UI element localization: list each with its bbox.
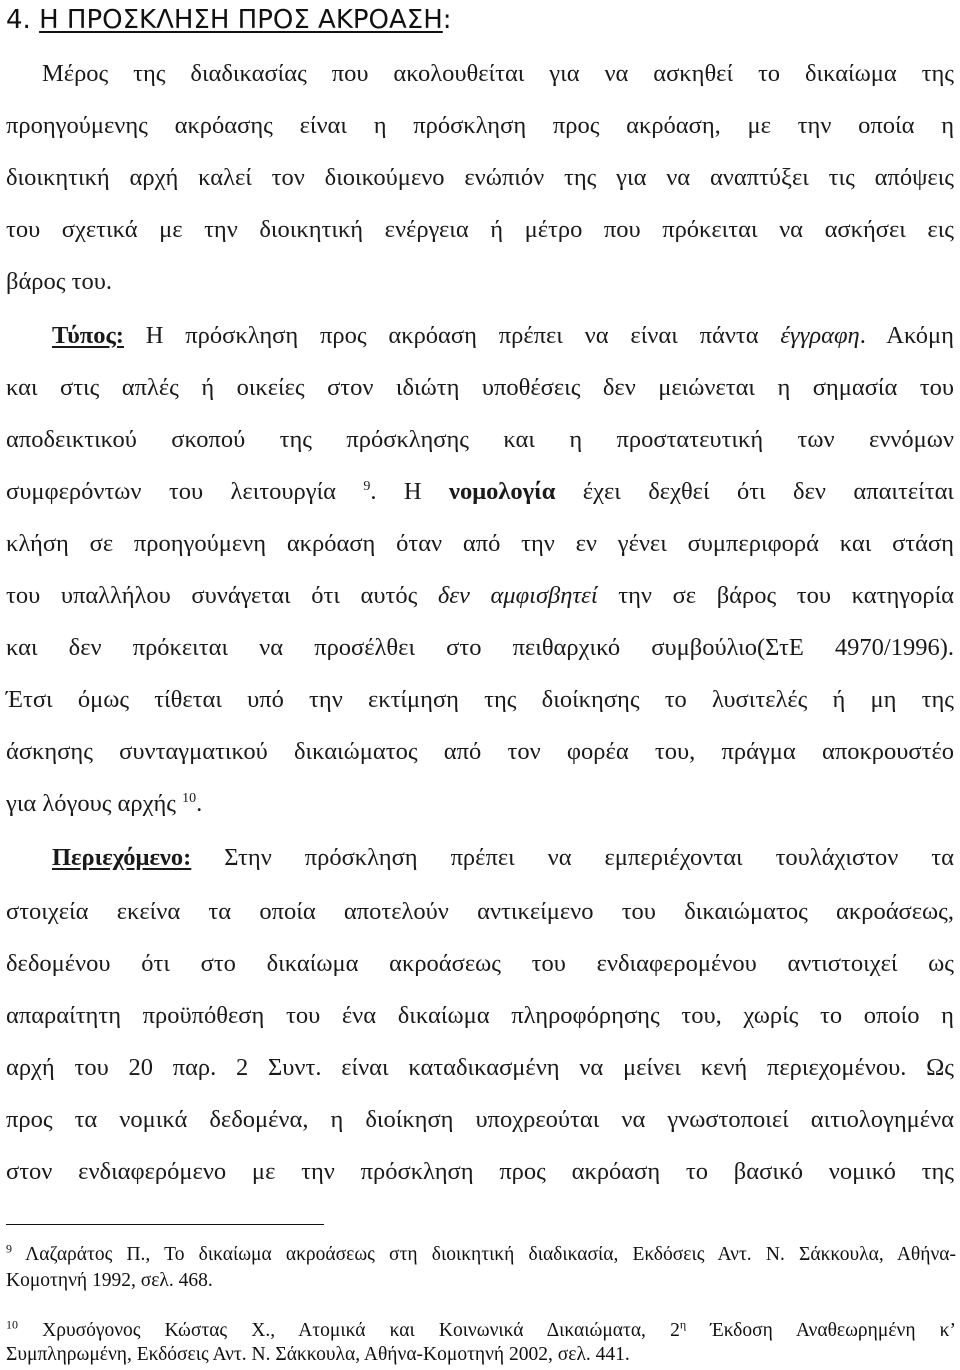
section-title: Η ΠΡΟΣΚΛΗΣΗ ΠΡΟΣ ΑΚΡΟΑΣΗ [39, 5, 443, 35]
paragraph-2-line-5: κλήση σε προηγούμενη ακρόαση όταν από την εν γένει συμπεριφορά και στάση [6, 530, 954, 557]
footnote-10-number: 10 [6, 1317, 18, 1332]
paragraph-3-line-3: δεδομένου ότι στο δικαίωμα ακροάσεως του ενδιαφερομένου αντιστοιχεί ως [6, 950, 954, 977]
text-span: έχει δεχθεί ότι δεν απαιτείται [555, 478, 954, 505]
paragraph-2-line-7: και δεν πρόκειται να προσέλθει στο πειθαρχικό συμβούλιο(ΣτΕ 4970/1996). [6, 634, 954, 661]
section-number: 4. [6, 5, 31, 35]
paragraph-3-line-6: προς τα νομικά δεδομένα, η διοίκηση υποχρεούται να γνωστοποιεί αιτιολογημένα [6, 1106, 954, 1133]
paragraph-2-line-2: και στις απλές ή οικείες στον ιδιώτη υποθέσεις δεν μειώνεται η σημασία του [6, 374, 954, 401]
footnote-10-text: Χρυσόγονος Κώστας Χ., Ατομικά και Κοινωνικά Δικαιώματα, 2 [18, 1320, 680, 1341]
paragraph-1-line-2: προηγούμενης ακρόασης είναι η πρόσκληση προς ακρόαση, με την οποία η [6, 112, 954, 139]
paragraph-2-line-3: αποδεικτικού σκοπού της πρόσκλησης και η προστατευτική των εννόμων [6, 426, 954, 453]
paragraph-3-text: Στην πρόσκληση πρέπει να εμπεριέχονται τουλάχιστον τα [191, 844, 954, 871]
edition-superscript: η [679, 1317, 687, 1332]
footnote-10-line-2: Συμπληρωμένη, Εκδόσεις Αντ. Ν. Σάκκουλα, Αθήνα-Κομοτηνή 2002, σελ. 441. [6, 1344, 630, 1365]
paragraph-1-line-3: διοικητική αρχή καλεί τον διοικούμενο ενώπιόν της για να αναπτύξει τις απόψεις [6, 164, 954, 191]
paragraph-2-line-8: Έτσι όμως τίθεται υπό την εκτίμηση της διοίκησης το λυσιτελές ή μη της [6, 686, 954, 713]
emphasis-not-disputed: δεν αμφισβητεί [437, 582, 598, 609]
type-label: Τύπος: [52, 322, 124, 349]
paragraph-3-line-1 [52, 836, 954, 880]
paragraph-3-line-7: στον ενδιαφερόμενο με την πρόσκληση προς ακρόαση το βασικό νομικό της [6, 1158, 954, 1185]
footnote-9-text: Λαζαράτος Π., Το δικαίωμα ακροάσεως στη διοικητική διαδικασία, Εκδόσεις Αντ. Ν. Σάκκουλα, Αθήνα- [12, 1244, 956, 1265]
paragraph-1-line-1: Μέρος της διαδικασίας που ακολουθείται για να ασκηθεί το δικαίωμα της [42, 60, 954, 87]
section-title-colon: : [442, 5, 452, 35]
paragraph-3-line-5: αρχή του 20 παρ. 2 Συντ. είναι καταδικασμένη να μείνει κενή περιεχομένου. Ως [6, 1054, 954, 1081]
paragraph-2-line-1 [52, 314, 954, 358]
section-heading [6, 0, 954, 44]
paragraph-2-text: Η πρόσκληση προς ακρόαση πρέπει να είναι πάντα [123, 322, 781, 349]
text-span: . Η [370, 478, 450, 505]
text-span: του υπαλλήλου συνάγεται ότι αυτός [6, 582, 438, 609]
footnote-10-text-end: Έκδοση Αναθεωρημένη κ’ [686, 1320, 956, 1341]
footnote-ref-9[interactable]: 9 [363, 478, 371, 494]
footnote-separator [6, 1224, 324, 1225]
text-span: για λόγους αρχής [6, 790, 183, 817]
emphasis-written: έγγραφη [780, 322, 860, 349]
footnote-9-number: 9 [6, 1241, 12, 1256]
paragraph-2-line-9: άσκησης συνταγματικού δικαιώματος από τον φορέα του, πράγμα αποκρουστέο [6, 738, 954, 765]
text-span: την σε βάρος του κατηγορία [597, 582, 954, 609]
paragraph-1-line-4: του σχετικά με την διοικητική ενέργεια ή μέτρο που πρόκειται να ασκήσει εις [6, 216, 954, 243]
paragraph-2-line-4 [6, 470, 954, 514]
emphasis-case-law: νομολογία [449, 478, 556, 505]
paragraph-3-line-4: απαραίτητη προϋπόθεση του ένα δικαίωμα πληροφόρησης του, χωρίς το οποίο η [6, 1002, 954, 1029]
text-span: . [196, 790, 203, 817]
text-span: συμφερόντων του λειτουργία [6, 478, 364, 505]
footnote-ref-10[interactable]: 10 [182, 790, 197, 806]
paragraph-2-line-6 [6, 574, 954, 618]
paragraph-3-line-2: στοιχεία εκείνα τα οποία αποτελούν αντικείμενο του δικαιώματος ακροάσεως, [6, 898, 954, 925]
paragraph-2-line-10 [6, 782, 954, 826]
content-label: Περιεχόμενο: [52, 844, 192, 871]
footnote-9-line-2: Κομοτηνή 1992, σελ. 468. [6, 1270, 213, 1291]
paragraph-1-line-5: βάρος του. [6, 268, 112, 295]
paragraph-2-text-end: . Ακόμη [859, 322, 954, 349]
